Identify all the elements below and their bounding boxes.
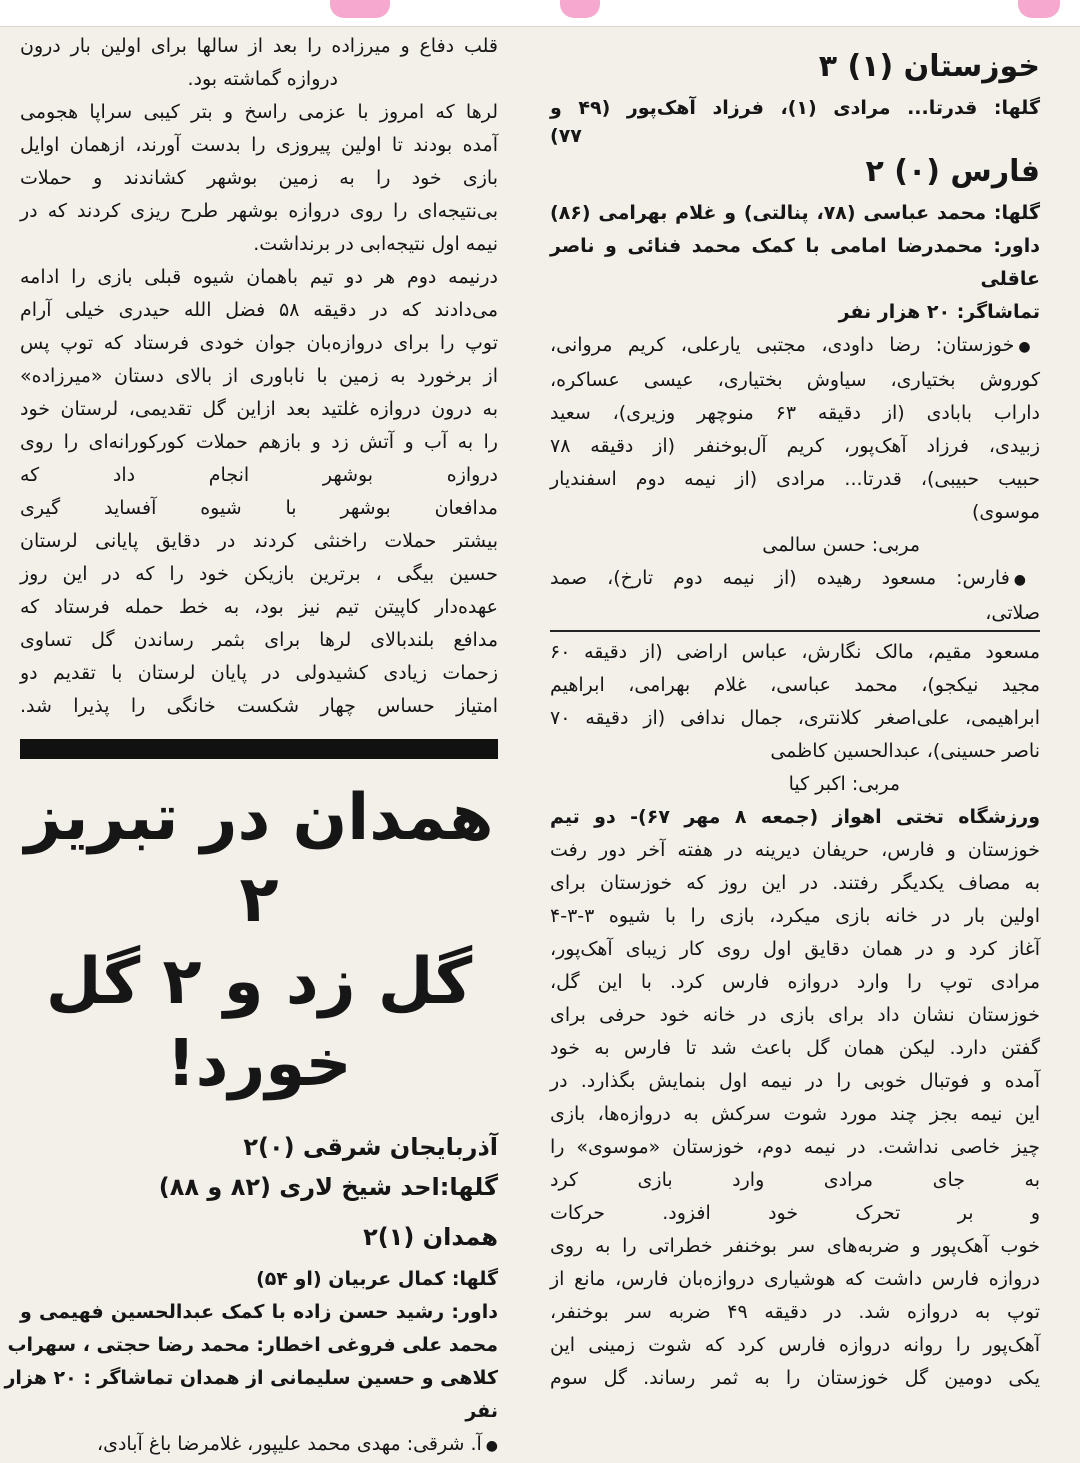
lineup-line: حبیب حبیبی)، قدرتا... مرادی (از نیمه دوم اسفندیار [550,468,1040,490]
referee-line: محمد علی فروغی اخطار: محمد رضا حجتی ، سهراب [7,1334,498,1356]
report-line: خوزستان نشان داد برای بازی در خانه خود حرفی برای [550,1004,1040,1026]
report-line: آمده و فوتبال خوبی را در نیمه اول بنمایش بگذارد. در [550,1070,1040,1092]
headline-line: خورد! [166,1027,352,1101]
goals-khuzestan: گلها: قدرتا... مرادی (۱)، فرزاد آهک‌پور (۴۹ و [550,97,1040,119]
right-column [550,30,1041,1389]
lineup-line: ● فارس: مسعود رهیده (از نیمه دوم تارخ)، صمد [550,562,1040,597]
report-line: به مصاف یکدیگر رفتند. در این روز که خوزستان برای [550,872,1040,894]
article-line: حسین بیگی ، برترین بازیکن خود را که در این روز [20,563,498,585]
report-line: دروازه فارس داشت که هوشیاری دروازه‌بان فارس، مانع از [550,1268,1040,1290]
lineup-line: مسعود مقیم، مالک نگارش، عباس اراضی (از دقیقه ۶۰ [550,641,1040,663]
goals-hamedan: گلها: کمال عربیان (او ۵۴) [256,1268,498,1290]
lineup-line: موسوی) [971,501,1040,523]
report-line: آغاز کرد و در همان دقایق اول روی کار زیبای آهک‌پور، [550,938,1040,960]
article-line: به درون دروازه غلتید بعد ازاین گل تقدیمی، لرستان خود [20,398,498,420]
report-line: ورزشگاه تختی اهواز (جمعه ۸ مهر ۶۷)- دو تیم [550,806,1041,828]
team-khuzestan-title: خوزستان (۱) ۳ [818,49,1040,84]
article-line: لرها که امروز با عزمی راسخ و بتر کیبی سراپا هجومی [20,101,498,123]
article-line: می‌دادند که در دقیقه ۵۸ فضل الله حیدری خیلی آرام [20,299,498,321]
report-line: خوب آهک‌پور و ضربه‌های سر بوخنفر خطراتی را به روی [550,1235,1040,1257]
article-line: نیمه اول نتیجه‌ابی در برنداشت. [253,233,498,255]
article-line: توپ را برای دروازه‌بان جوان خودی فرستاد که توپ پس [20,332,498,354]
article-line: بیشتر حملات راخنثی کردند در دقایق پایانی لرستان [20,530,498,552]
referee-line: داور: محمدرضا امامی با کمک محمد فنائی و ناصر [550,235,1040,257]
report-line: گفتن دارد. لیکن همان گل باعث شد تا فارس به خود [550,1037,1040,1059]
article-line: بی‌نتیجه‌ای را روی دروازه بوشهر طرح ریزی کردند که در [20,200,498,222]
goals-fars: گلها: محمد عباسی (۷۸، پنالتی) و غلام بهرامی (۸۶) [550,202,1040,224]
report-line: و بر تحرک خود افزود. حرکات [550,1202,1040,1224]
lineup-line: ● خوزستان: رضا داودی، مجتبی یارعلی، کریم مروانی، [550,329,1040,364]
article-line: آمده بودند تا اولین پیروزی را بدست آورند، ازهمان اوایل [20,134,498,156]
lineup-line: زبیدی، فرزاد آهک‌پور، کریم آل‌بوخنفر (از دقیقه ۷۸ [550,435,1040,457]
goals-azarbaijan: گلها:احد شیخ لاری (۸۲ و ۸۸) [158,1173,498,1201]
left-column [4,30,498,1455]
top-band [0,0,1080,27]
article-line: بازی خود را به زمین بوشهر کشاندند و حملات [20,167,498,189]
pink-mark [1018,0,1060,18]
article-line: درنیمه دوم هر دو تیم باهمان شیوه قبلی بازی را ادامه [20,266,498,288]
lineup-line: مجید نیکجو)، محمد عباسی، غلام بهرامی، ابراهیم [550,674,1040,696]
referee-line: داور: رشید حسن زاده با کمک عبدالحسین فهیمی و [20,1301,498,1323]
goals-khuzestan-tail: ۷۷) [550,125,582,147]
article-line: قلب دفاع و میرزاده را بعد از سالها برای اولین بار درون [20,35,498,57]
report-line: چیز خاصی نداشت. در نیمه دوم، خوزستان «موسوی» را [550,1136,1040,1158]
headline-line: همدان در تبریز ۲ [24,781,494,937]
report-line: یکی دومین گل خوزستان را به ثمر رساند. گل سوم [550,1367,1040,1389]
report-line: مرادی توپ را وارد دروازه فارس کرد. با این گل، [550,971,1040,993]
article-line: را به آب و آتش زد و بازهم حملات کورکورانه‌ای را روی [20,431,498,453]
lineup-line: ناصر حسینی)، عبدالحسین کاظمی [770,740,1040,762]
divider-rule [550,630,1040,632]
pink-mark [330,0,390,18]
report-line: آهک‌پور را روانه دروازه فارس کرد که شوت زمینی این [550,1334,1040,1356]
lineup-line: ● آ. شرقی: مهدی محمد علیپور، غلامرضا باغ آبادی، [20,1428,498,1463]
lineup-line: کوروش بختیاری، سیاوش بختیاری، عیسی عساکره، [550,369,1040,391]
lineup-line: صلاتی، [985,602,1040,624]
report-line: توپ به دروازه شد. در دقیقه ۴۹ ضربه سر بوخنفر، [550,1301,1040,1323]
article-line: عهده‌دار کاپیتن تیم نیز بود، به خط حمله فرستاد که [20,596,498,618]
headline [20,777,498,1105]
spectators-line: تماشاگر: ۲۰ هزار نفر [838,301,1040,323]
referee-line-end: عاقلی [980,268,1040,290]
lineup-line: ابراهیمی، علی‌اصغر کلانتری، جمال ندافی (از دقیقه ۷۰ [550,707,1040,729]
article-line: مدافعان بوشهر با شیوه آفساید گیری [20,497,498,519]
referee-line: نفر [465,1400,498,1422]
report-line: اولین بار در خانه بازی میکرد، بازی را با شیوه ۳-۳-۴ [550,905,1040,927]
team-hamedan-title: همدان (۱)۲ [363,1223,498,1251]
article-line: امتیاز حساس چهار شکست خانگی را پذیرا شد. [20,695,498,717]
coach-fars: مربی: اکبر کیا [788,773,900,795]
article-line: زحمات زیادی کشیدولی در پایان لرستان با تقدیم دو [20,662,498,684]
report-line: خوزستان و فارس، حریفان دیرینه در هفته آخر دور رفت [550,839,1040,861]
coach-khuzestan: مربی: حسن سالمی [762,534,920,556]
lineup-line: داراب بابادی (از دقیقه ۶۳ منوچهر وزیری)، سعید [550,402,1040,424]
article-line: از برخورد به زمین با ناباوری از بالای دستان «میرزاده» [20,365,498,387]
team-azarbaijan-title: آذربایجان شرقی (۰)۲ [243,1133,498,1161]
referee-line: کلاهی و حسین سلیمانی از همدان تماشاگر : ۲۰ هزار [4,1367,498,1389]
article-line: مدافع بلندبالای لرها برای بثمر رساندن گل تساوی [20,629,498,651]
headline-line: گل زد و ۲ گل [45,945,473,1019]
report-line: به جای مرادی وارد بازی کرد [550,1169,1040,1191]
article-line: دروازه بوشهر انجام داد که [20,464,498,486]
pink-mark [560,0,600,18]
section-divider-bar [20,739,498,759]
article-line: دروازه گماشته بود. [187,68,338,90]
team-fars-title: فارس (۰) ۲ [865,154,1040,189]
report-line: این نیمه بجز چند مورد شوت سرکش به دروازه‌ها، بازی [550,1103,1040,1125]
